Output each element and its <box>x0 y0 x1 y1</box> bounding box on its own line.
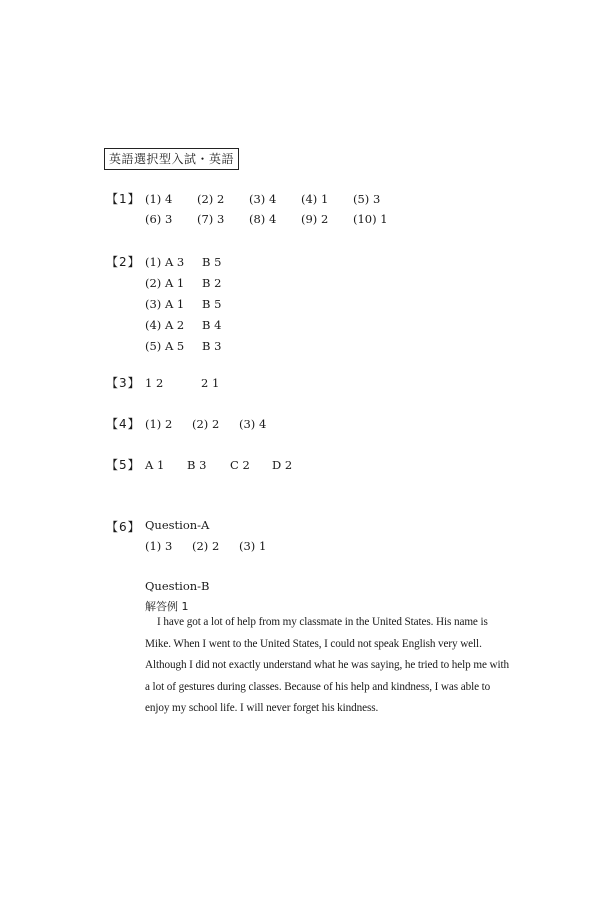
section-2-row <box>145 318 222 332</box>
example-answer-paragraph: I have got a lot of help from my classmate in the United States. His name is Mike. When I went to the United States, I could not speak English very well. Although I did not exactly understand what he was saying, he tried to help me with a lot of gestures during classes. Because of his help and kindness, I was able to enjoy my school life. I will never forget his kindness. <box>145 616 510 714</box>
question-a-heading: Question-A <box>145 518 210 532</box>
part-b-answer: B 5 <box>202 255 222 269</box>
answer-5: (5) 3 <box>353 192 381 206</box>
answer-item: (1) 3 <box>145 539 173 553</box>
part-a-answer: (4) A 2 <box>145 318 185 332</box>
page-title: 英語選択型入試・英語 <box>104 148 239 170</box>
section-3-label: 【3】 <box>106 376 141 390</box>
answer-item: 1 2 <box>145 376 164 390</box>
part-b-answer: B 3 <box>202 339 222 353</box>
section-2-row <box>145 339 222 353</box>
section-2-row <box>145 255 222 269</box>
section-5-label: 【5】 <box>106 458 141 472</box>
answer-6: (6) 3 <box>145 212 173 226</box>
part-b-answer: B 2 <box>202 276 222 290</box>
answer-3: (3) 4 <box>249 192 277 206</box>
part-b-answer: B 5 <box>202 297 222 311</box>
section-1-label: 【1】 <box>106 192 141 206</box>
answer-item: (2) 2 <box>192 539 220 553</box>
example-answer-label: 解答例 1 <box>145 600 189 613</box>
answer-item: B 3 <box>187 458 207 472</box>
question-b-heading: Question-B <box>145 579 210 593</box>
section-2-label: 【2】 <box>106 255 141 269</box>
part-b-answer: B 4 <box>202 318 222 332</box>
answer-item: (1) 2 <box>145 417 173 431</box>
answer-item: C 2 <box>230 458 250 472</box>
answer-7: (7) 3 <box>197 212 225 226</box>
answer-10: (10) 1 <box>353 212 388 226</box>
answer-item: (3) 1 <box>239 539 267 553</box>
section-2-row <box>145 276 222 290</box>
part-a-answer: (5) A 5 <box>145 339 185 353</box>
section-2-row <box>145 297 222 311</box>
part-a-answer: (1) A 3 <box>145 255 185 269</box>
answer-item: A 1 <box>145 458 165 472</box>
answer-item: 2 1 <box>201 376 220 390</box>
answer-item: (2) 2 <box>192 417 220 431</box>
answer-8: (8) 4 <box>249 212 277 226</box>
answer-4: (4) 1 <box>301 192 329 206</box>
answer-item: D 2 <box>272 458 293 472</box>
section-6-label: 【6】 <box>106 520 141 534</box>
answer-1: (1) 4 <box>145 192 173 206</box>
part-a-answer: (3) A 1 <box>145 297 185 311</box>
answer-2: (2) 2 <box>197 192 225 206</box>
answer-9: (9) 2 <box>301 212 329 226</box>
part-a-answer: (2) A 1 <box>145 276 185 290</box>
section-4-label: 【4】 <box>106 417 141 431</box>
answer-item: (3) 4 <box>239 417 267 431</box>
